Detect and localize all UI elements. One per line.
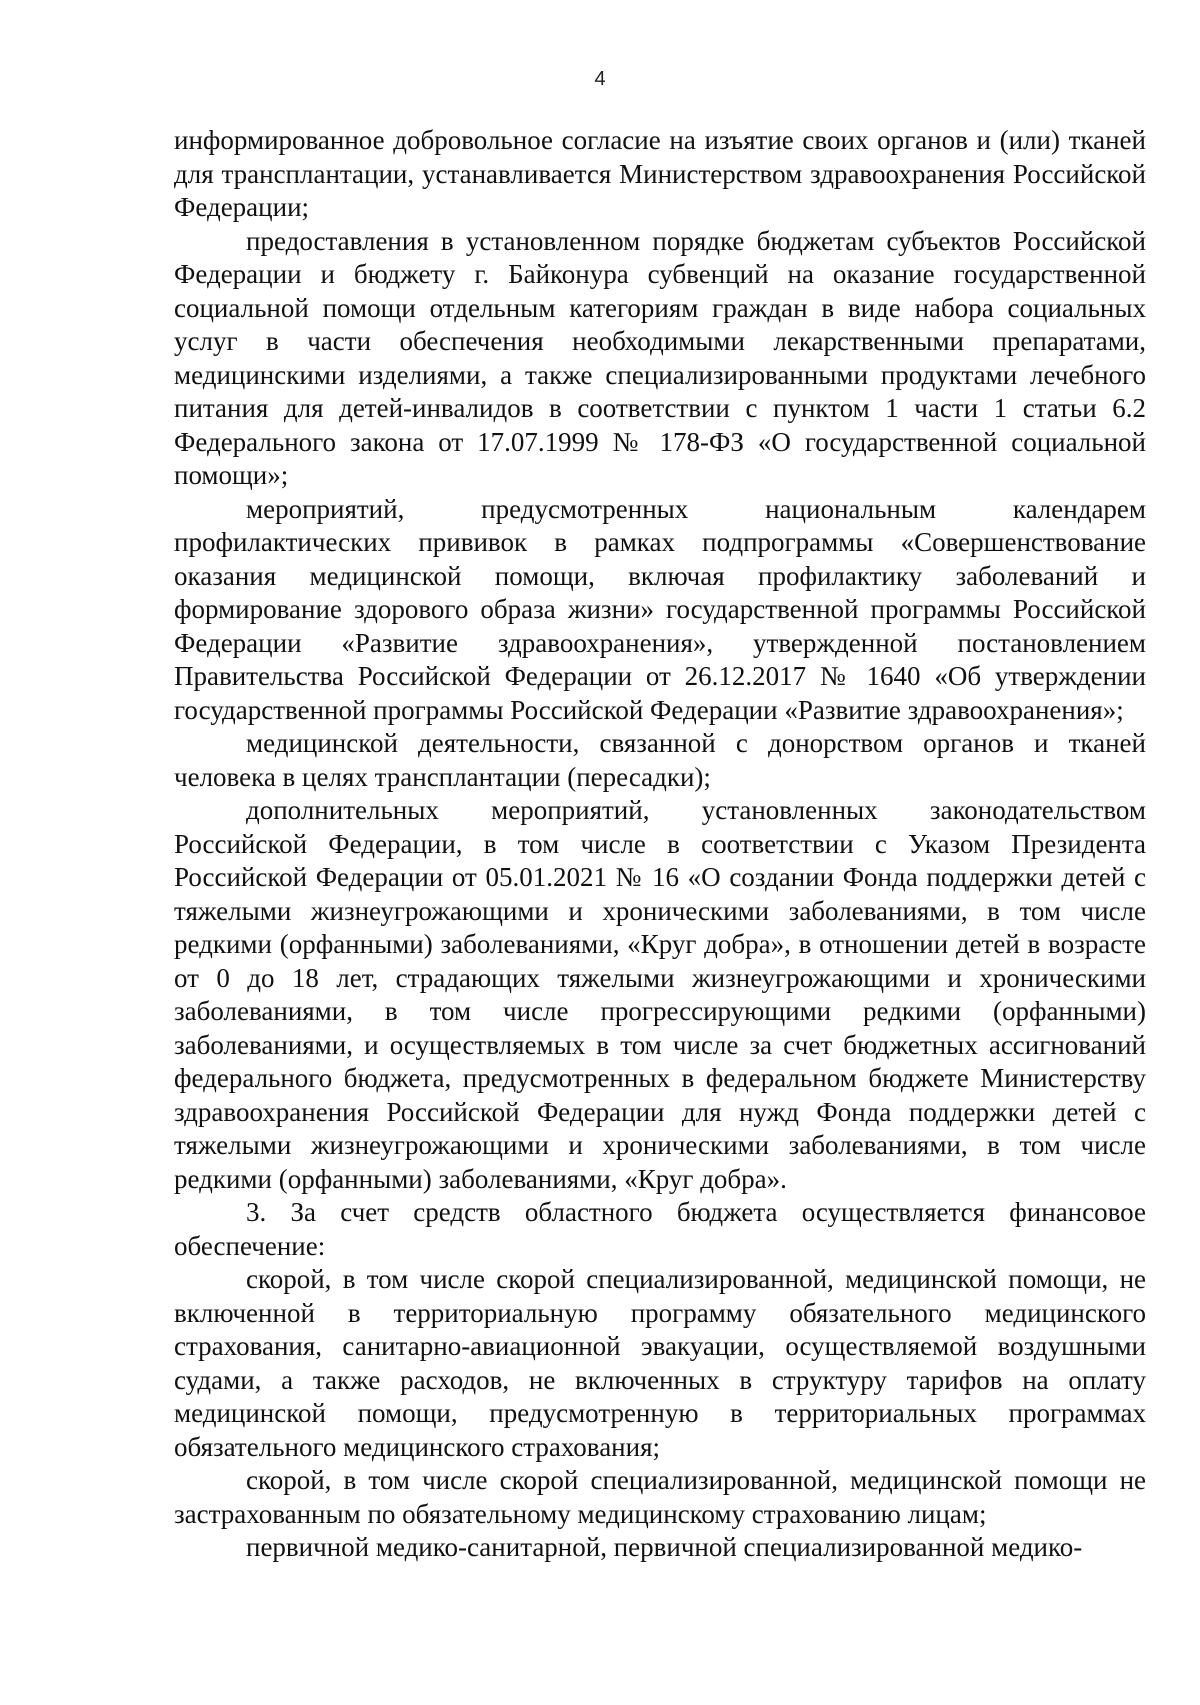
document-body xyxy=(174,124,1146,1565)
paragraph-vaccination-calendar: мероприятий, предусмотренных национальным календарем профилактических прививок в рамках подпрограммы «Совершенствование оказания медицинской помощи, включая профилактику заболеваний и формирование здорового образа жизни» государственной программы Российской Федерации «Развитие здравоохранения», утвержденной постановлением Правительства Российской Федерации от 26.12.2017 № 1640 «Об утверждении государственной программы Российской Федерации «Развитие здравоохранения»; xyxy=(174,493,1146,725)
paragraph-subventions: предоставления в установленном порядке бюджетам субъектов Российской Федерации и бюджету г. Байконура субвенций на оказание государственной социальной помощи отдельным категориям граждан в виде набора социальных услуг в части обеспечения необходимыми лекарственными препаратами, медицинскими изделиями, а также специализированными продуктами лечебного питания для детей-инвалидов в соответствии с пунктом 1 части 1 статьи 6.2 Федерального закона от 17.07.1999 № 178-ФЗ «О государственной социальной помощи»; xyxy=(174,225,1146,490)
paragraph-organ-donation: медицинской деятельности, связанной с донорством органов и тканей человека в целях трансплантации (пересадки); xyxy=(174,728,1146,792)
page-number: 4 xyxy=(594,68,606,90)
paragraph-continuation: информированное добровольное согласие на изъятие своих органов и (или) тканей для трансплантации, устанавливается Министерством здравоохранения Российской Федерации; xyxy=(174,125,1146,222)
paragraph-emergency-care: скорой, в том числе скорой специализированной, медицинской помощи, не включенной в территориальную программу обязательного медицинского страхования, санитарно-авиационной эвакуации, осуществляемой воздушными судами, а также расходов, не включенных в структуру тарифов на оплату медицинской помощи, предусмотренную в территориальных программах обязательного медицинского страхования; xyxy=(174,1264,1146,1462)
paragraph-section-3: 3. За счет средств областного бюджета осуществляется финансовое обеспечение: xyxy=(174,1197,1146,1261)
paragraph-uninsured-emergency: скорой, в том числе скорой специализированной, медицинской помощи не застрахованным по обязательному медицинскому страхованию лицам; xyxy=(174,1465,1146,1529)
paragraph-krug-dobra: дополнительных мероприятий, установленных законодательством Российской Федерации, в том числе в соответствии с Указом Президента Российской Федерации от 05.01.2021 № 16 «О создании Фонда поддержки детей с тяжелыми жизнеугрожающими и хроническими заболеваниями, в том числе редкими (орфанными) заболеваниями, «Круг добра», в отношении детей в возрасте от 0 до 18 лет, страдающих тяжелыми жизнеугрожающими и хроническими заболеваниями, в том числе прогрессирующими редкими (орфанными) заболеваниями, и осуществляемых в том числе за счет бюджетных ассигнований федерального бюджета, предусмотренных в федеральном бюджете Министерству здравоохранения Российской Федерации для нужд Фонда поддержки детей с тяжелыми жизнеугрожающими и хроническими заболеваниями, в том числе редкими (орфанными) заболеваниями, «Круг добра». xyxy=(174,795,1146,1194)
paragraph-primary-care: первичной медико-санитарной, первичной специализированной медико- xyxy=(246,1532,1083,1562)
